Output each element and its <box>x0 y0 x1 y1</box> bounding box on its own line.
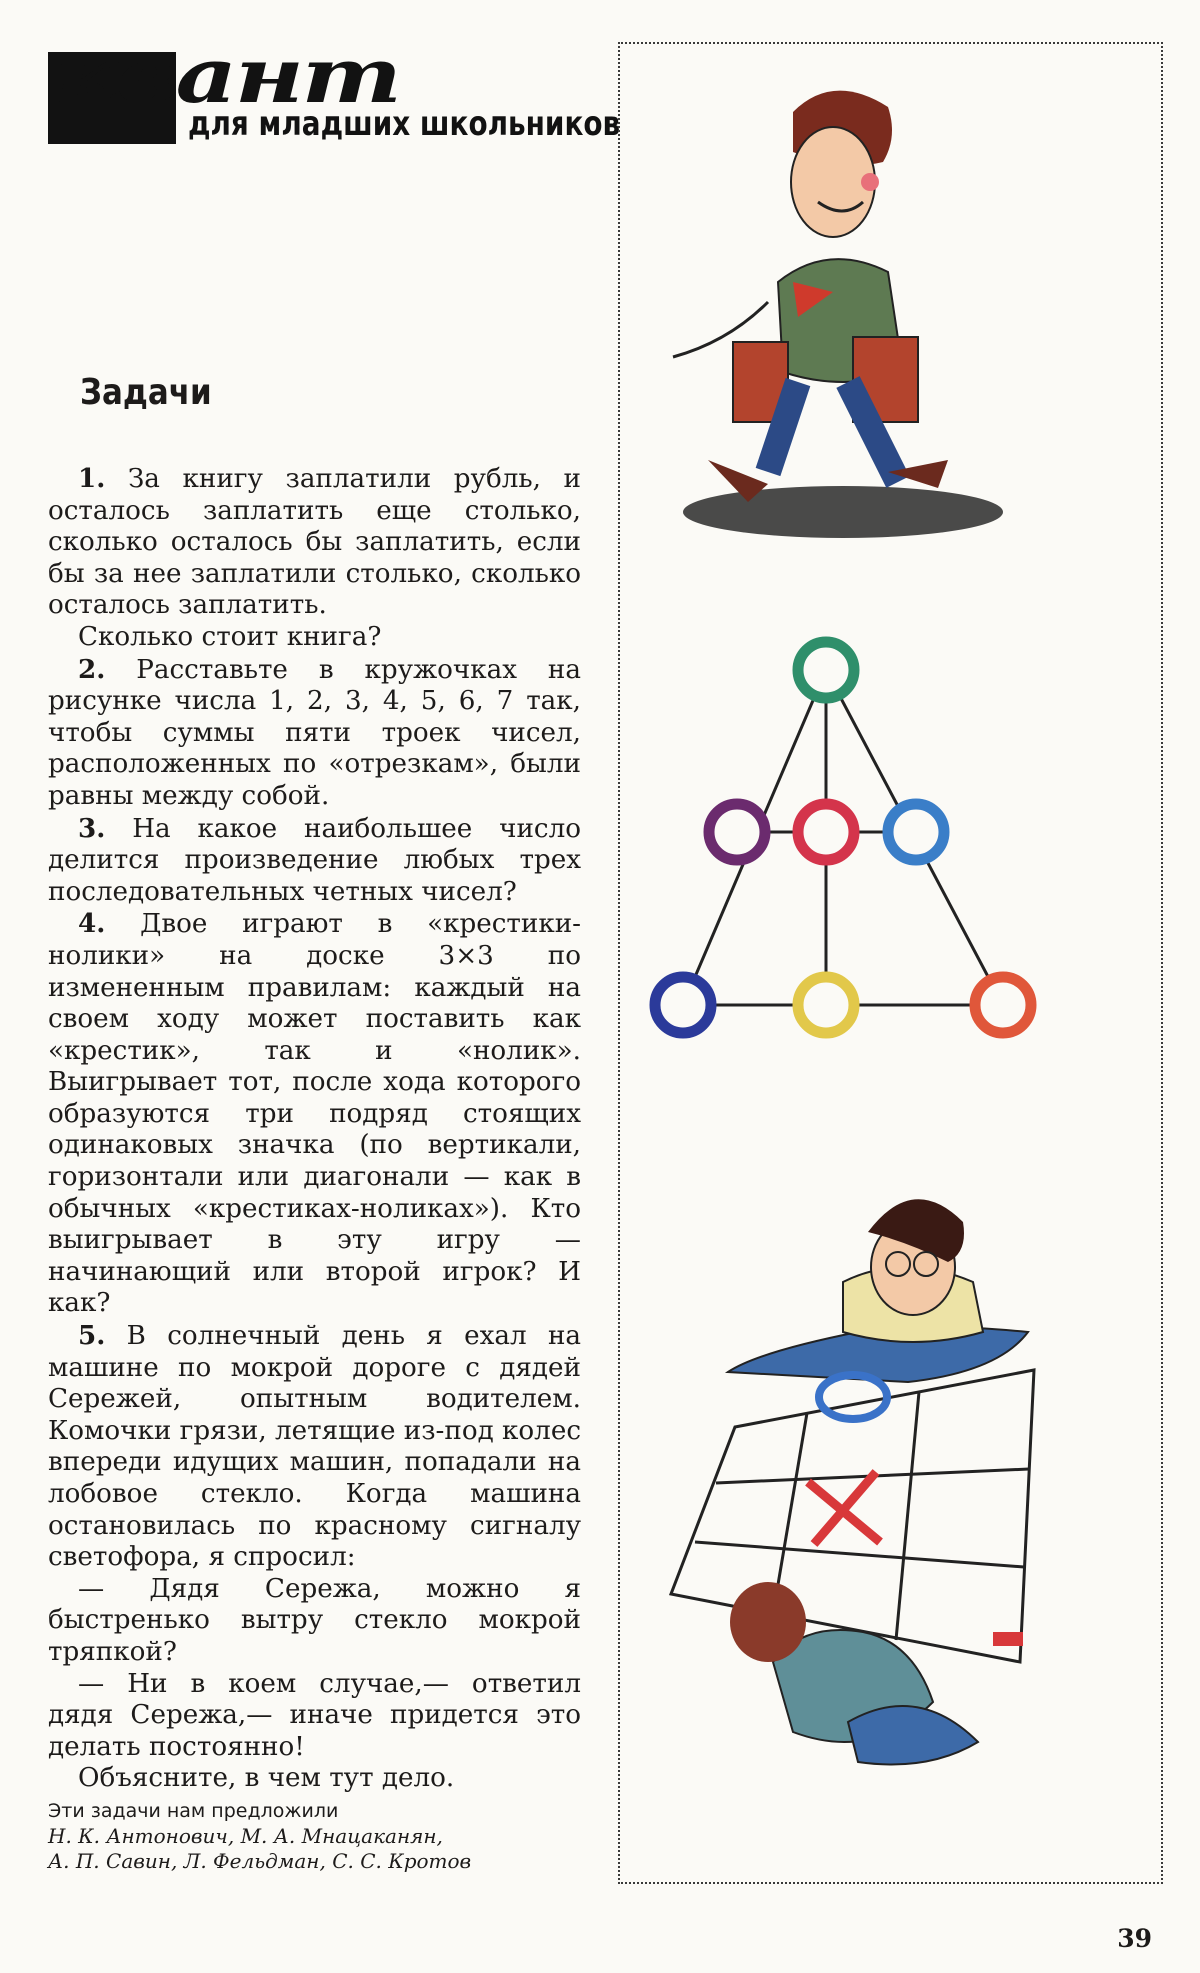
magazine-logo <box>48 31 621 149</box>
circle-middle-left <box>709 804 765 860</box>
credits <box>48 1799 608 1874</box>
problem-5-text: 5. В солнечный день я ехал на машине по мокрой дороге с дядей Сережей, опытным водителем. Комочки грязи, летящие из-под колес впереди идущих машин, попадали на лобовое стекло. Когда машина остановилась по красному сигналу светофора, я спросил: <box>48 1320 582 1573</box>
problem-number: 3. <box>78 812 106 844</box>
logo-word: квант <box>54 31 400 120</box>
problem-4-text: 4. Двое играют в «крестики-нолики» на доске 3×3 по измененным правилам: каждый на своем ходу может поставить как «крестик», так и «нолик». Выигрывает тот, после хода которого образуются три подряд стоящих одинаковых значка (по вертикали, горизонтали или диагонали — как в обычных «крестиках-ноликах»). Кто выигрывает в эту игру — начинающий или второй игрок? И как? <box>48 908 582 1319</box>
problem-5-question: Объясните, в чем тут дело. <box>78 1763 455 1794</box>
zero-mark <box>819 1375 887 1419</box>
illustrations <box>618 42 1163 1884</box>
problem-1-text: 1. За книгу заплатили рубль, и осталось заплатить еще столько, сколько осталось бы заплатить, если бы за нее заплатили столько, сколько осталось заплатить. <box>48 463 581 621</box>
credits-lead: Эти задачи нам предложили <box>48 1800 339 1822</box>
section-title: Задачи <box>80 372 212 413</box>
credits-names-2: А. П. Савин, Л. Фельдман, С. С. Кротов <box>48 1849 472 1873</box>
circle-middle-right <box>888 804 944 860</box>
circle-top <box>798 642 854 698</box>
circle-bottom-left <box>655 977 711 1033</box>
cross-mark <box>808 1472 880 1544</box>
problem-number: 4. <box>78 908 106 940</box>
circle-bottom-center <box>798 977 854 1033</box>
logo-subtitle: для младших школьников <box>188 104 621 144</box>
tic-tac-toe-illustration <box>671 1199 1034 1764</box>
problem-number: 1. <box>78 463 106 494</box>
credits-names-1: Н. К. Антонович, М. А. Мнацаканян, <box>48 1824 443 1848</box>
circles-triangle-diagram <box>655 642 1031 1033</box>
problem-3-text: 3. На какое наибольшее число делится произведение любых трех последовательных четных чисел? <box>48 812 581 907</box>
problem-1-question: Сколько стоит книга? <box>78 621 382 652</box>
circle-center <box>798 804 854 860</box>
page-number: 39 <box>1117 1924 1152 1953</box>
problem-5-dialogue-1: — Дядя Сережа, можно я быстренько вытру стекло мокрой тряпкой? <box>48 1573 581 1667</box>
circle-bottom-right <box>975 977 1031 1033</box>
problems-column <box>48 463 581 1795</box>
problem-2-text: 2. Расставьте в кружочках на рисунке числа 1, 2, 3, 4, 5, 6, 7 так, чтобы суммы пяти троек чисел, расположенных по «отрезкам», были равны между собой. <box>48 653 581 811</box>
problem-5-dialogue-2: — Ни в коем случае,— ответил дядя Сережа,— иначе придется это делать постоянно! <box>48 1668 581 1762</box>
walking-boy-illustration <box>673 91 1003 538</box>
problem-number: 5. <box>78 1320 106 1352</box>
problem-number: 2. <box>78 653 106 685</box>
